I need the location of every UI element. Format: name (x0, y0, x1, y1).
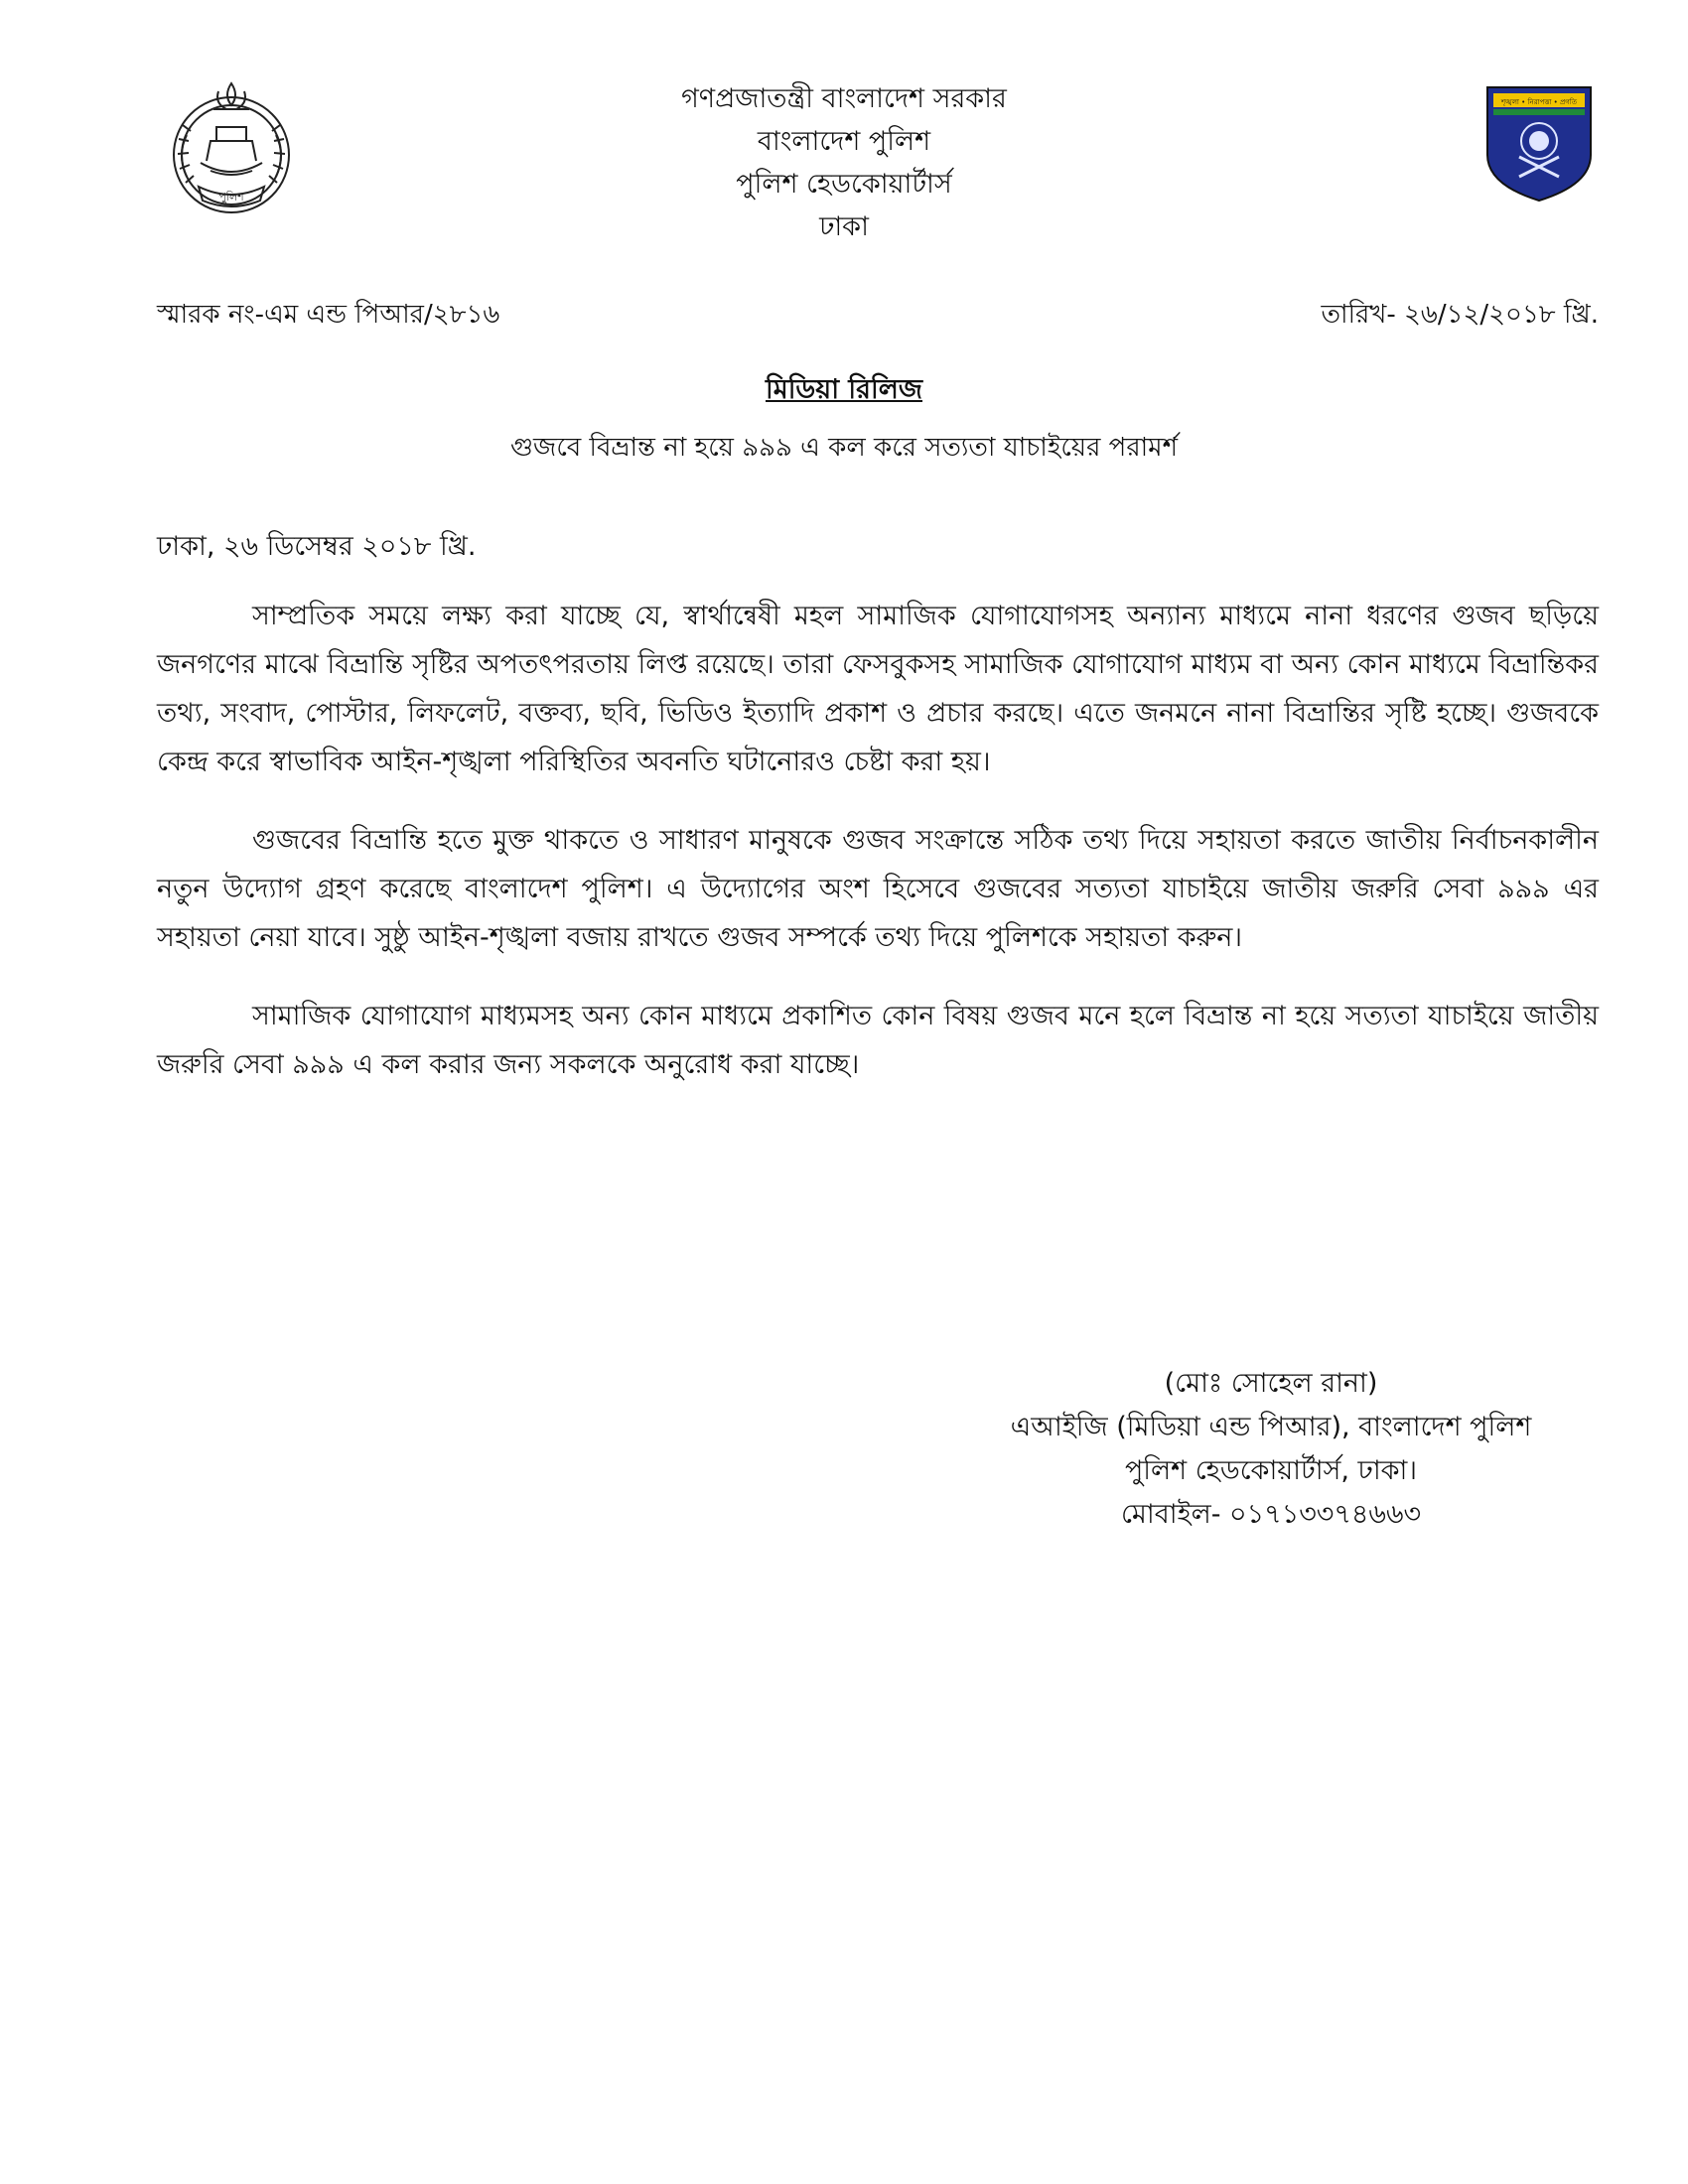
signatory-name: (মোঃ সোহেল রানা) (1164, 1368, 1378, 1399)
document-title (0, 369, 1688, 414)
letterhead (546, 77, 1142, 248)
signatory-office: পুলিশ হেডকোয়ার্টার্স, ঢাকা। (1124, 1455, 1418, 1486)
header-government: গণপ্রজাতন্ত্রী বাংলাদেশ সরকার (681, 83, 1007, 114)
reference-line (157, 294, 1599, 334)
police-emblem-icon (159, 75, 304, 220)
dateline: ঢাকা, ২৬ ডিসেম্বর ২০১৮ খ্রি. (157, 531, 477, 562)
emblem-banner-text: পুলিশ (218, 191, 244, 204)
memo-number: স্মারক নং-এম এন্ড পিআর/২৮১৬ (157, 300, 500, 330)
signatory-mobile: মোবাইল- ০১৭১৩৩৭৪৬৬৩ (1120, 1499, 1422, 1530)
signature-block (953, 1362, 1589, 1537)
document-subtitle: গুজবে বিভ্রান্ত না হয়ে ৯৯৯ এ কল করে সত্যতা যাচাইয়ের পরামর্শ (510, 433, 1178, 463)
paragraph: গুজবের বিভ্রান্তি হতে মুক্ত থাকতে ও সাধারণ মানুষকে গুজব সংক্রান্তে সঠিক তথ্য দিয়ে সহায়তা করতে জাতীয় নির্বাচনকালীন নতুন উদ্যোগ গ্রহণ করেছে বাংলাদেশ পুলিশ। এ উদ্যোগের অংশ হিসেবে গুজবের সত্যতা যাচাইয়ে জাতীয় জরুরি সেবা ৯৯৯ এর সহায়তা নেয়া যাবে। সুষ্ঠু আইন-শৃঙ্খলা বজায় রাখতে গুজব সম্পর্কে তথ্য দিয়ে পুলিশকে সহায়তা করুন। (157, 825, 1599, 953)
signatory-designation: এআইজি (মিডিয়া এন্ড পিআর), বাংলাদেশ পুলিশ (1010, 1412, 1532, 1442)
shield-motto-text: শৃঙ্খলা • নিরাপত্তা • প্রগতি (1500, 98, 1578, 106)
release-body (157, 592, 1599, 1119)
paragraph: সাম্প্রতিক সময়ে লক্ষ্য করা যাচ্ছে যে, স্বার্থান্বেষী মহল সামাজিক যোগাযোগসহ অন্যান্য মাধ্যমে নানা ধরণের গুজব ছড়িয়ে জনগণের মাঝে বিভ্রান্তি সৃষ্টির অপতৎপরতায় লিপ্ত রয়েছে। তারা ফেসবুকসহ সামাজিক যোগাযোগ মাধ্যম বা অন্য কোন মাধ্যমে বিভ্রান্তিকর তথ্য, সংবাদ, পোস্টার, লিফলেট, বক্তব্য, ছবি, ভিডিও ইত্যাদি প্রকাশ ও প্রচার করছে। এতে জনমনে নানা বিভ্রান্তির সৃষ্টি হচ্ছে। গুজবকে কেন্দ্র করে স্বাভাবিক আইন-শৃঙ্খলা পরিস্থিতির অবনতি ঘটানোরও চেষ্টা করা হয়। (157, 601, 1599, 777)
police-hq-shield-icon (1485, 85, 1593, 203)
header-office: পুলিশ হেডকোয়ার্টার্স (736, 169, 952, 200)
header-department: বাংলাদেশ পুলিশ (757, 126, 931, 157)
header-city: ঢাকা (819, 211, 869, 242)
paragraph: সামাজিক যোগাযোগ মাধ্যমসহ অন্য কোন মাধ্যমে প্রকাশিত কোন বিষয় গুজব মনে হলে বিভ্রান্ত না হয়ে সত্যতা যাচাইয়ে জাতীয় জরুরি সেবা ৯৯৯ এ কল করার জন্য সকলকে অনুরোধ করা যাচ্ছে। (157, 1001, 1599, 1080)
document-title-text: মিডিয়া রিলিজ (765, 374, 923, 405)
issue-date: তারিখ- ২৬/১২/২০১৮ খ্রি. (1321, 300, 1599, 330)
